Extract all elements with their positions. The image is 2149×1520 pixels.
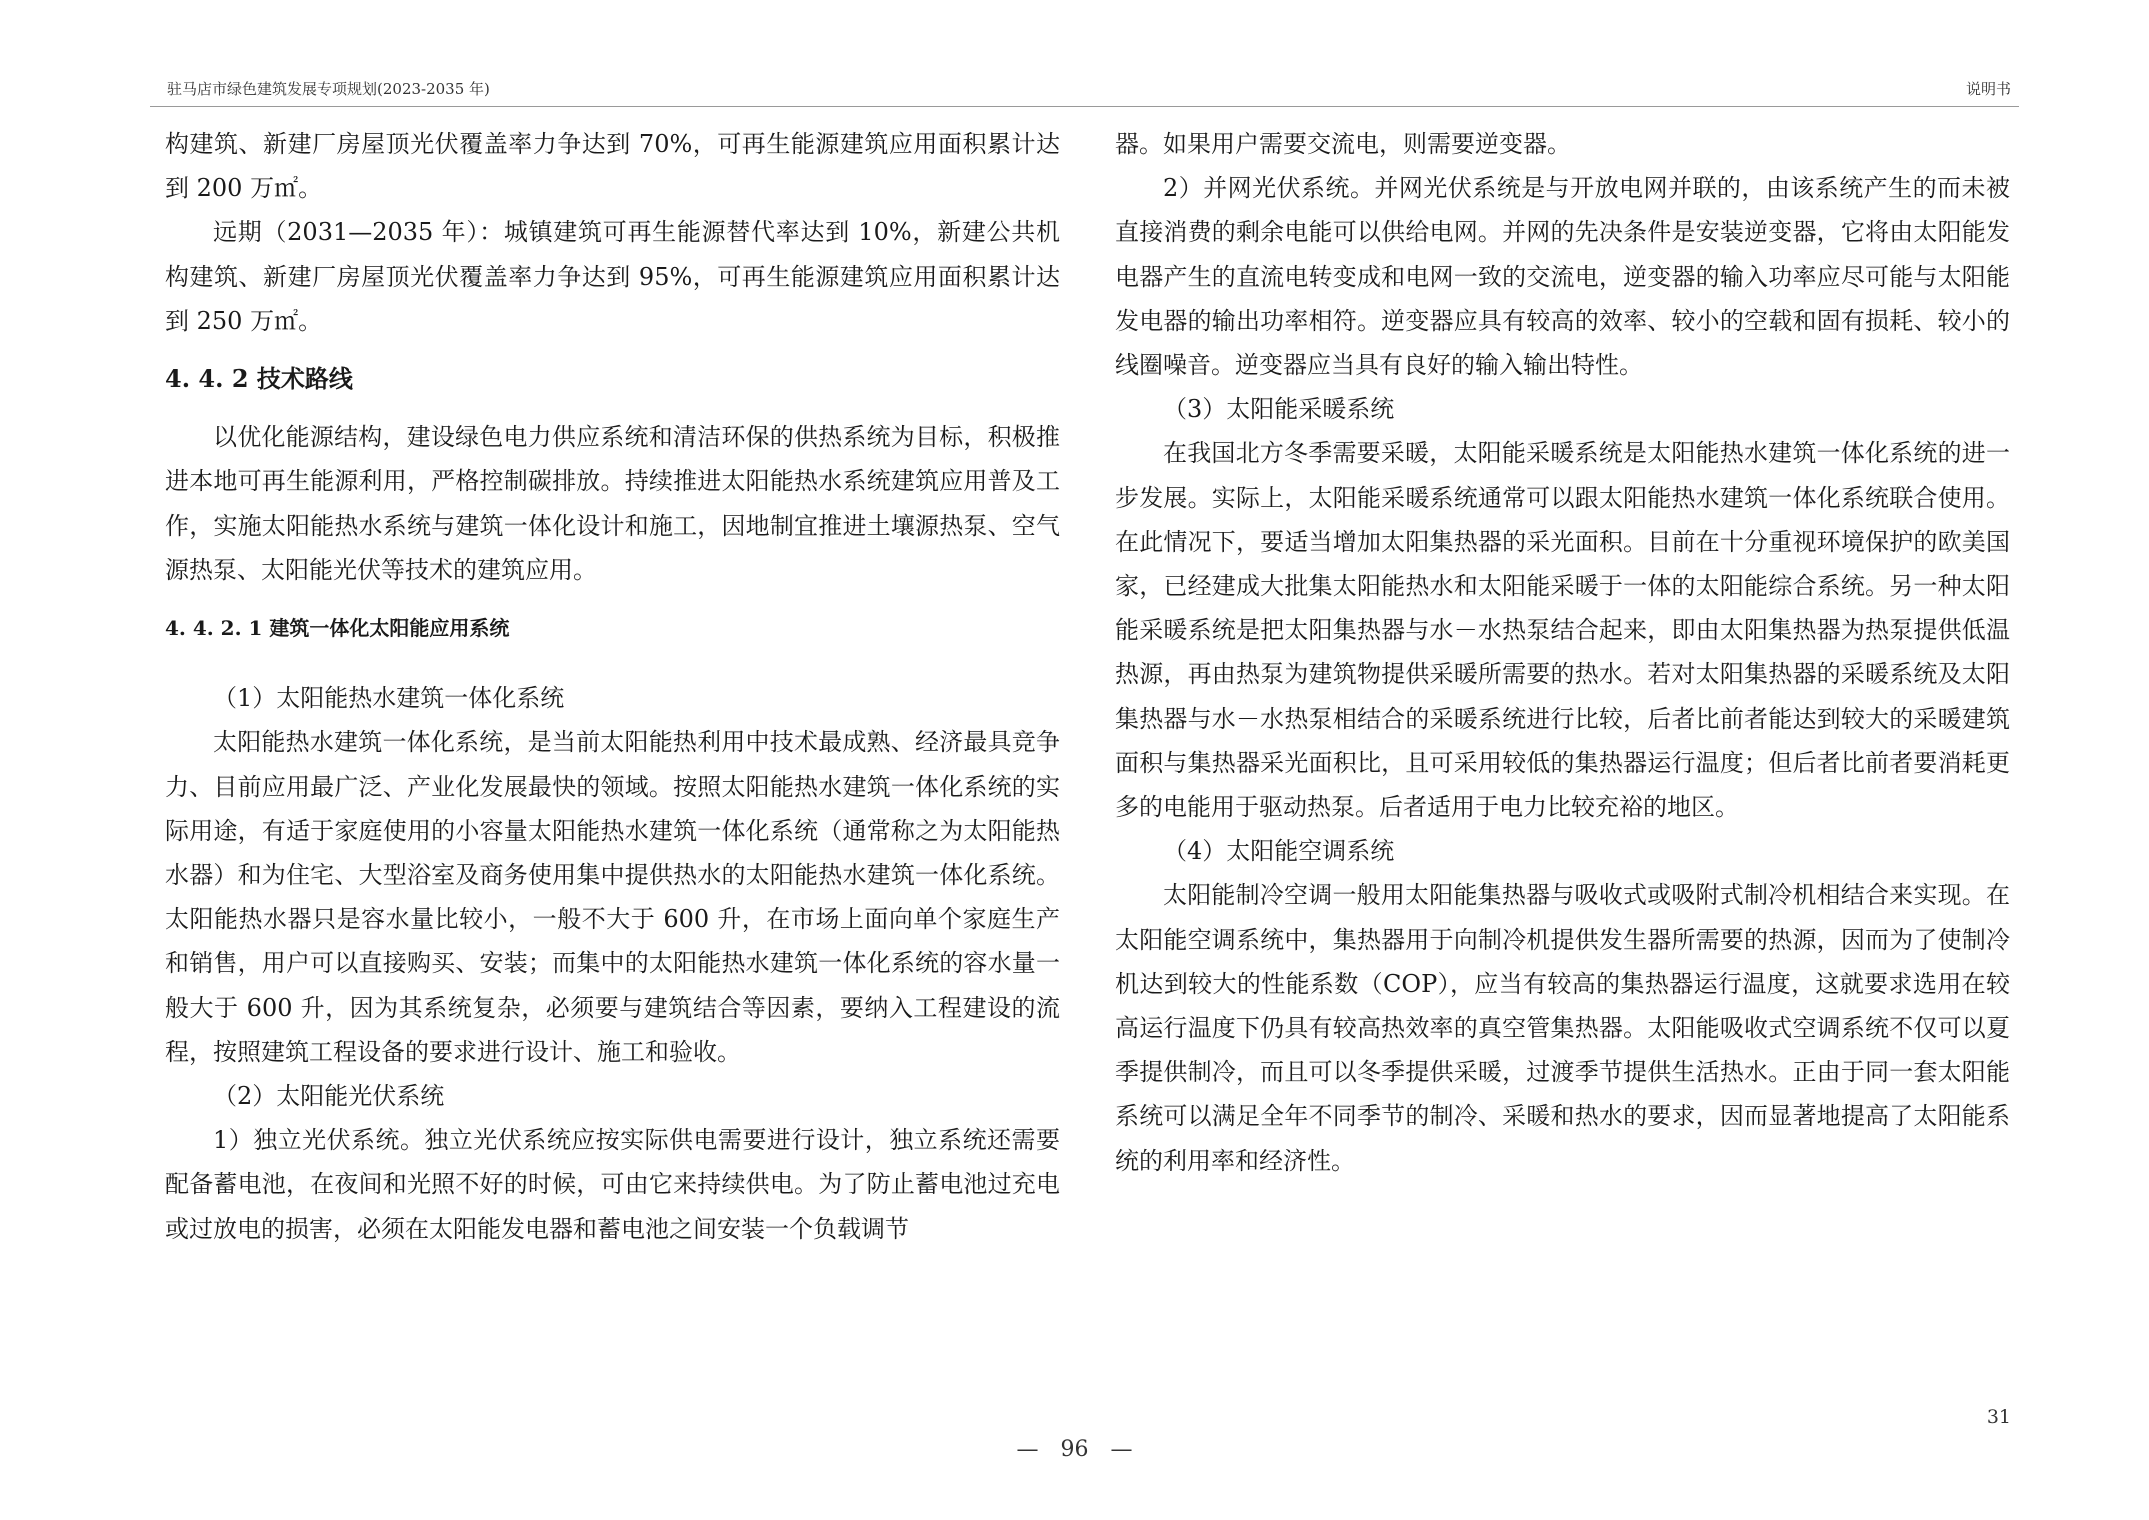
page-number-original: 31	[1986, 1406, 2011, 1428]
paragraph-continued: 构建筑、新建厂房屋顶光伏覆盖率力争达到 70%，可再生能源建筑应用面积累计达到 200 万㎡。	[165, 130, 1060, 203]
paragraph-long-term: 远期（2031—2035 年）：城镇建筑可再生能源替代率达到 10%，新建公共机构建筑、新建厂房屋顶光伏覆盖率力争达到 95%，可再生能源建筑应用面积累计达到 250 万㎡。	[165, 218, 1060, 335]
item-heading-solar-hot-water: （1）太阳能热水建筑一体化系统	[213, 684, 565, 713]
paragraph-grid-pv: 2）并网光伏系统。并网光伏系统是与开放电网并联的，由该系统产生的而未被直接消费的剩余电能可以供给电网。并网的先决条件是安装逆变器，它将由太阳能发电器产生的直流电转变成和电网一致的交流电，逆变器的输入功率应尽可能与太阳能发电器的输出功率相符。逆变器应具有较高的效率、较小的空载和固有损耗、较小的线圈噪音。逆变器应当具有良好的输入输出特性。	[1115, 174, 2010, 380]
paragraph-solar-heating: 在我国北方冬季需要采暖，太阳能采暖系统是太阳能热水建筑一体化系统的进一步发展。实际上，太阳能采暖系统通常可以跟太阳能热水建筑一体化系统联合使用。在此情况下，要适当增加太阳集热器的采光面积。目前在十分重视环境保护的欧美国家，已经建成大批集太阳能热水和太阳能采暖于一体的太阳能综合系统。另一种太阳能采暖系统是把太阳集热器与水－水热泵结合起来，即由太阳集热器为热泵提供低温热源，再由热泵为建筑物提供采暖所需要的热水。若对太阳集热器的采暖系统及太阳集热器与水－水热泵相结合的采暖系统进行比较，后者比前者能达到较大的采暖建筑面积与集热器采光面积比，且可采用较低的集热器运行温度；但后者比前者要消耗更多的电能用于驱动热泵。后者适用于电力比较充裕的地区。	[1115, 439, 2010, 822]
left-column	[165, 122, 1060, 1251]
paragraph-continued-right: 器。如果用户需要交流电，则需要逆变器。	[1115, 130, 1571, 158]
page-number-footer: — 96 —	[1016, 1437, 1133, 1462]
paragraph-tech-route: 以优化能源结构，建设绿色电力供应系统和清洁环保的供热系统为目标，积极推进本地可再生能源利用，严格控制碳排放。持续推进太阳能热水系统建筑应用普及工作，实施太阳能热水系统与建筑一体化设计和施工，因地制宜推进土壤源热泵、空气源热泵、太阳能光伏等技术的建筑应用。	[165, 423, 1060, 584]
section-heading-tech-route: 4. 4. 2 技术路线	[165, 364, 353, 394]
subsection-heading: 4. 4. 2. 1 建筑一体化太阳能应用系统	[165, 616, 510, 641]
paragraph-solar-hot-water: 太阳能热水建筑一体化系统，是当前太阳能热利用中技术最成熟、经济最具竞争力、目前应用最广泛、产业化发展最快的领域。按照太阳能热水建筑一体化系统的实际用途，有适于家庭使用的小容量太阳能热水建筑一体化系统（通常称之为太阳能热水器）和为住宅、大型浴室及商务使用集中提供热水的太阳能热水建筑一体化系统。太阳能热水器只是容水量比较小，一般不大于 600 升，在市场上面向单个家庭生产和销售，用户可以直接购买、安装；而集中的太阳能热水建筑一体化系统的容水量一般大于 600 升，因为其系统复杂，必须要与建筑结合等因素，要纳入工程建设的流程，按照建筑工程设备的要求进行设计、施工和验收。	[165, 728, 1060, 1066]
right-column	[1115, 122, 2010, 1183]
item-heading-solar-ac: （4）太阳能空调系统	[1163, 837, 1395, 866]
paragraph-solar-ac: 太阳能制冷空调一般用太阳能集热器与吸收式或吸附式制冷机相结合来实现。在太阳能空调系统中，集热器用于向制冷机提供发生器所需要的热源，因而为了使制冷机达到较大的性能系数（COP），应当有较高的集热器运行温度，这就要求选用在较高运行温度下仍具有较高热效率的真空管集热器。太阳能吸收式空调系统不仅可以夏季提供制冷，而且可以冬季提供采暖，过渡季节提供生活热水。正由于同一套太阳能系统可以满足全年不同季节的制冷、采暖和热水的要求，因而显著地提高了太阳能系统的利用率和经济性。	[1115, 881, 2010, 1175]
header-rule	[150, 106, 2019, 107]
running-header-section: 说明书	[1965, 80, 2011, 98]
item-heading-solar-heating: （3）太阳能采暖系统	[1163, 395, 1395, 424]
paragraph-standalone-pv: 1）独立光伏系统。独立光伏系统应按实际供电需要进行设计，独立系统还需要配备蓄电池，在夜间和光照不好的时候，可由它来持续供电。为了防止蓄电池过充电或过放电的损害，必须在太阳能发电器和蓄电池之间安装一个负载调节	[165, 1126, 1060, 1243]
running-header-title: 驻马店市绿色建筑发展专项规划(2023-2035 年)	[167, 80, 490, 98]
item-heading-photovoltaic: （2）太阳能光伏系统	[213, 1082, 445, 1111]
